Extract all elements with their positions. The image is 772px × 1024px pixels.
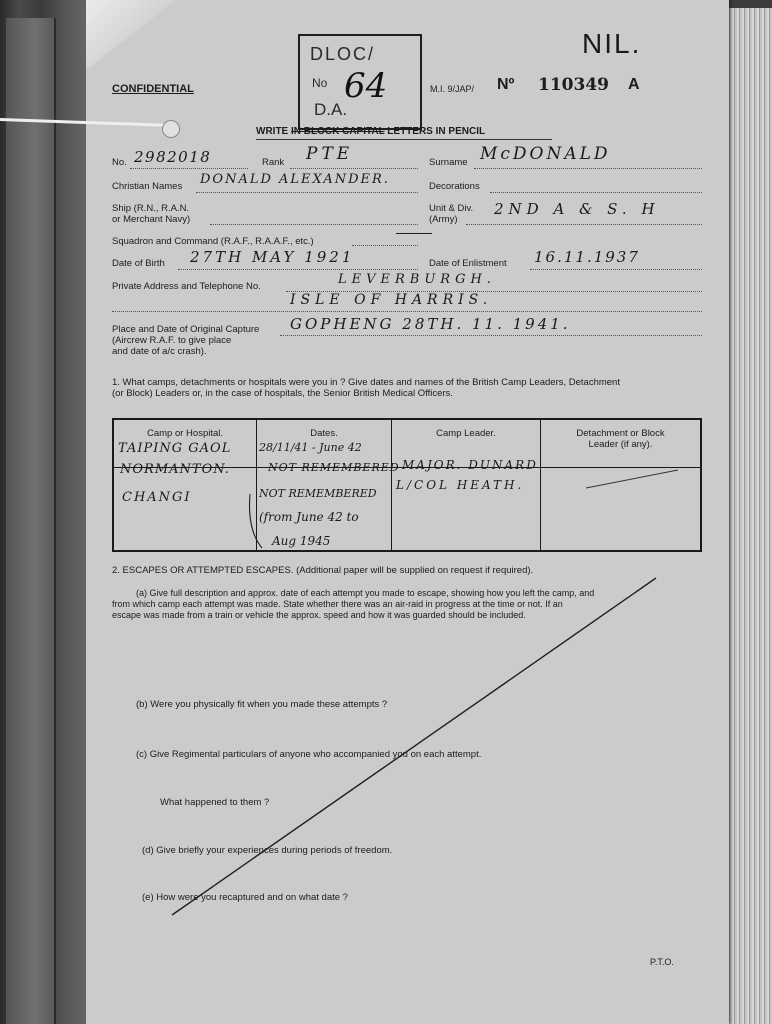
col-dates-header: Dates. <box>257 419 392 468</box>
number-label: Nº <box>497 76 515 93</box>
q2-title: 2. ESCAPES OR ATTEMPTED ESCAPES. (Additional paper will be supplied on request if required). <box>112 565 534 576</box>
camp-3: CHANGI <box>122 490 192 505</box>
no-label: No. <box>112 157 127 168</box>
q2-a-line-2: from which camp each attempt was made. State whether there was an air-raid in progress at the time or not. If an <box>112 599 563 609</box>
surname-value: McDONALD <box>480 144 611 164</box>
confidential-label: CONFIDENTIAL <box>112 83 194 95</box>
q1-text-2: (or Block) Leaders or, in the case of hospitals, the Senior British Medical Officers. <box>112 388 453 399</box>
decorations-label: Decorations <box>429 181 480 192</box>
q2-d: (d) Give briefly your experiences during periods of freedom. <box>142 845 393 856</box>
christian-names-label: Christian Names <box>112 181 183 192</box>
dob-value: 27TH MAY 1921 <box>190 248 355 266</box>
no-value: 2982018 <box>134 148 212 166</box>
date-3: NOT REMEMBERED <box>259 487 377 500</box>
stamp-no: No <box>312 76 328 90</box>
capture-label-3: and date of a/c crash). <box>112 346 207 357</box>
rank-value: PTE <box>306 144 354 164</box>
pto-label: P.T.O. <box>650 957 674 967</box>
enlistment-label: Date of Enlistment <box>429 258 507 269</box>
camp-2: NORMANTON. <box>120 462 230 477</box>
capture-label-1: Place and Date of Original Capture <box>112 324 260 335</box>
ship-label-1: Ship (R.N., R.A.N. <box>112 203 190 214</box>
col-camp-header: Camp or Hospital. <box>113 419 257 468</box>
camp-1: TAIPING GAOL <box>118 441 232 456</box>
date-5: Aug 1945 <box>272 534 331 548</box>
address-value-1: LEVERBURGH. <box>338 272 496 287</box>
surname-label: Surname <box>429 157 468 168</box>
form-reference: M.I. 9/JAP/ <box>430 84 475 94</box>
unit-value: 2ND A & S. H <box>494 200 660 218</box>
q1-text-1: 1. What camps, detachments or hospitals were you in ? Give dates and names of the British Camp Leaders, Detachment <box>112 377 620 388</box>
dob-label: Date of Birth <box>112 258 165 269</box>
address-label: Private Address and Telephone No. <box>112 281 261 292</box>
bracket-stroke <box>250 494 263 548</box>
capture-value: GOPHENG 28TH. 11. 1941. <box>290 315 571 333</box>
col-detachment-header: Detachment or Block Leader (if any). <box>541 419 702 468</box>
table-dash-stroke <box>586 470 678 488</box>
nil-annotation: NIL. <box>582 28 642 59</box>
q2-c-followup: What happened to them ? <box>160 797 270 808</box>
date-4: (from June 42 to <box>259 510 359 524</box>
date-2: NOT REMEMBERED <box>268 461 400 474</box>
rank-label: Rank <box>262 157 285 168</box>
stamp-line-1: DLOC/ <box>310 44 376 64</box>
date-1: 28/11/41 - June 42 <box>259 441 362 454</box>
q2-a-line-3: escape was made from a train or vehicle the approx. speed and how it was guarded should be included. <box>112 610 526 620</box>
form-suffix: A <box>628 76 640 93</box>
instruction-line: WRITE IN BLOCK CAPITAL LETTERS IN PENCIL <box>256 126 486 137</box>
unit-label-2: (Army) <box>429 214 458 225</box>
unit-label-1: Unit & Div. <box>429 203 474 214</box>
q2-e: (e) How were you recaptured and on what date ? <box>142 892 348 903</box>
capture-label-2: (Aircrew R.A.F. to give place <box>112 335 232 346</box>
stamp-line-3: D.A. <box>314 100 348 119</box>
stamp-number: 64 <box>344 66 388 106</box>
col-leader-header: Camp Leader. <box>392 419 541 468</box>
leader-1: MAJOR. DUNARD <box>402 458 538 472</box>
address-value-2: ISLE OF HARRIS. <box>290 292 493 308</box>
christian-names-value: DONALD ALEXANDER. <box>200 172 390 187</box>
leader-2: L/COL HEATH. <box>396 478 525 492</box>
enlistment-value: 16.11.1937 <box>534 248 640 266</box>
squadron-label: Squadron and Command (R.A.F., R.A.A.F., etc.) <box>112 236 314 247</box>
ship-label-2: or Merchant Navy) <box>112 214 191 225</box>
q2-c: (c) Give Regimental particulars of anyone who accompanied you on each attempt. <box>136 749 482 760</box>
q2-b: (b) Were you physically fit when you made these attempts ? <box>136 699 388 710</box>
q2-a-line-1: (a) Give full description and approx. date of each attempt you made to escape, showing how you left the camp, and <box>136 588 595 598</box>
cancel-stroke <box>172 578 656 915</box>
form-number: 110349 <box>538 75 609 95</box>
